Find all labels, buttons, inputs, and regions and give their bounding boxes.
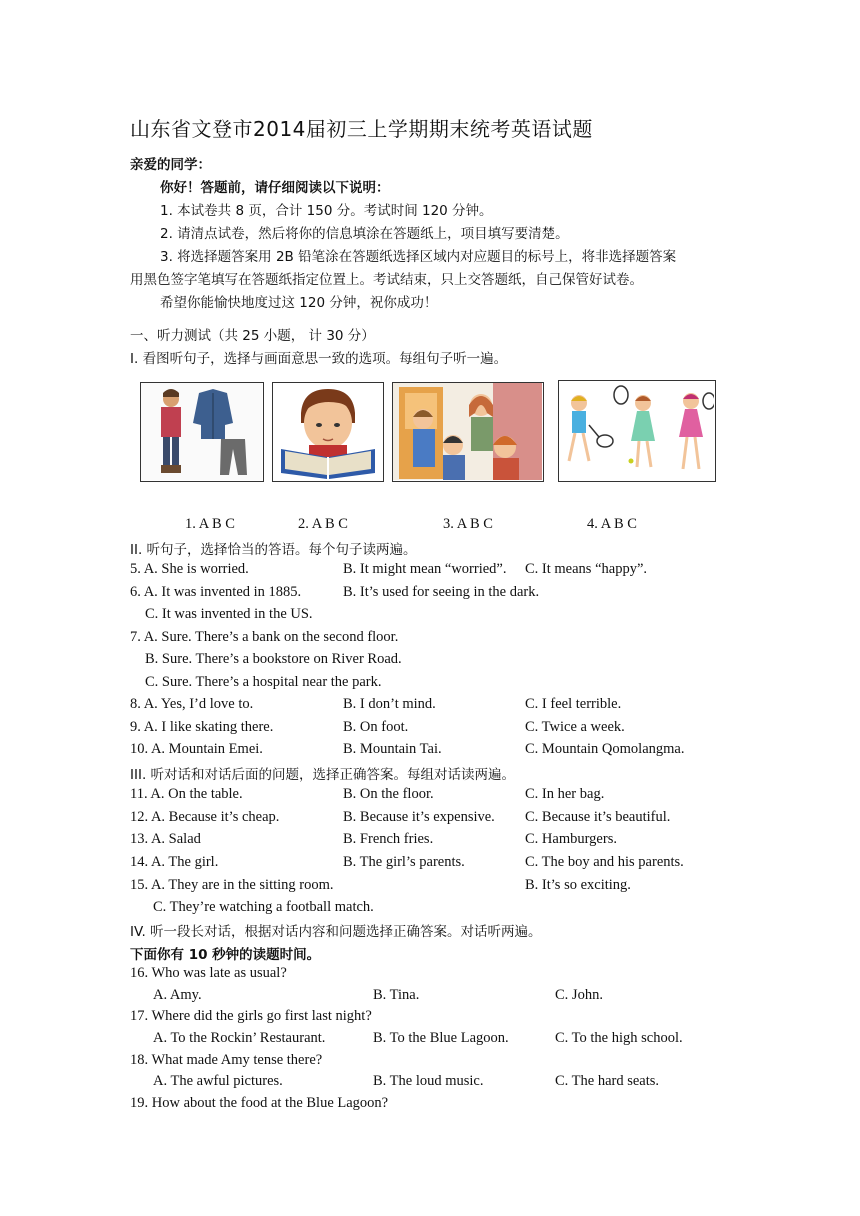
q12-option-a: 12. A. Because it’s cheap. bbox=[130, 809, 280, 825]
q8-option-c: C. I feel terrible. bbox=[525, 696, 622, 712]
note-3: 3. 将选择题答案用 2B 铅笔涂在答题纸选择区域内对应题目的标号上，将非选择题答案 bbox=[160, 249, 677, 265]
q11-option-a: 11. A. On the table. bbox=[130, 786, 243, 802]
q9-option-b: B. On foot. bbox=[343, 719, 409, 735]
q6-option-a: 6. A. It was invented in 1885. bbox=[130, 584, 302, 600]
boy-reading-book-picture bbox=[272, 382, 384, 482]
intro-line: 你好！答题前，请仔细阅读以下说明： bbox=[160, 180, 390, 196]
part-3-instruction: III. 听对话和对话后面的问题，选择正确答案。每组对话读两遍。 bbox=[130, 767, 516, 783]
q18-option-c: C. The hard seats. bbox=[555, 1073, 660, 1089]
q15-option-a: 15. A. They are in the sitting room. bbox=[130, 877, 334, 893]
q14-option-b: B. The girl’s parents. bbox=[343, 854, 465, 870]
q18-option-a: A. The awful pictures. bbox=[153, 1073, 283, 1089]
q18-question: 18. What made Amy tense there? bbox=[130, 1052, 323, 1068]
note-1: 1. 本试卷共 8 页，合计 150 分。考试时间 120 分钟。 bbox=[160, 203, 493, 219]
q11-option-b: B. On the floor. bbox=[343, 786, 434, 802]
q13-option-a: 13. A. Salad bbox=[130, 831, 201, 847]
exam-title: 山东省文登市2014届初三上学期期末统考英语试题 bbox=[130, 117, 593, 141]
q9-option-c: C. Twice a week. bbox=[525, 719, 625, 735]
q17-option-a: A. To the Rockin’ Restaurant. bbox=[153, 1030, 326, 1046]
q9-option-a: 9. A. I like skating there. bbox=[130, 719, 274, 735]
picture-4-options: 4. A B C bbox=[587, 516, 637, 532]
q17-option-b: B. To the Blue Lagoon. bbox=[373, 1030, 509, 1046]
q14-option-a: 14. A. The girl. bbox=[130, 854, 219, 870]
people-talking-picture bbox=[392, 382, 544, 482]
greeting: 亲爱的同学： bbox=[130, 157, 211, 173]
q6-option-b: B. It’s used for seeing in the dark. bbox=[343, 584, 540, 600]
q10-option-b: B. Mountain Tai. bbox=[343, 741, 442, 757]
q5-option-c: C. It means “happy”. bbox=[525, 561, 648, 577]
q14-option-c: C. The boy and his parents. bbox=[525, 854, 684, 870]
q10-option-c: C. Mountain Qomolangma. bbox=[525, 741, 685, 757]
q12-option-b: B. Because it’s expensive. bbox=[343, 809, 495, 825]
q15-option-b: B. It’s so exciting. bbox=[525, 877, 631, 893]
girls-playing-tennis-picture bbox=[558, 380, 716, 482]
note-3-continued: 用黑色签字笔填写在答题纸指定位置上。考试结束，只上交答题纸，自己保管好试卷。 bbox=[130, 272, 643, 288]
q13-option-c: C. Hamburgers. bbox=[525, 831, 617, 847]
reading-time-note: 下面你有 10 秒钟的读题时间。 bbox=[130, 947, 321, 963]
q16-question: 16. Who was late as usual? bbox=[130, 965, 287, 981]
q19-question: 19. How about the food at the Blue Lagoon? bbox=[130, 1095, 389, 1111]
part-1-instruction: I. 看图听句子，选择与画面意思一致的选项。每组句子听一遍。 bbox=[130, 351, 508, 367]
picture-1-options: 1. A B C bbox=[185, 516, 235, 532]
q16-option-b: B. Tina. bbox=[373, 987, 420, 1003]
q7-option-c: C. Sure. There’s a hospital near the park. bbox=[145, 674, 382, 690]
q10-option-a: 10. A. Mountain Emei. bbox=[130, 741, 263, 757]
q8-option-a: 8. A. Yes, I’d love to. bbox=[130, 696, 254, 712]
q17-option-c: C. To the high school. bbox=[555, 1030, 683, 1046]
q13-option-b: B. French fries. bbox=[343, 831, 434, 847]
part-2-instruction: II. 听句子，选择恰当的答语。每个句子读两遍。 bbox=[130, 542, 417, 558]
note-2: 2. 请清点试卷，然后将你的信息填涂在答题纸上，项目填写要清楚。 bbox=[160, 226, 569, 242]
q7-option-a: 7. A. Sure. There’s a bank on the second floor. bbox=[130, 629, 399, 645]
section-1-heading: 一、听力测试（共 25 小题， 计 30 分） bbox=[130, 328, 375, 344]
picture-2-options: 2. A B C bbox=[298, 516, 348, 532]
q17-question: 17. Where did the girls go first last night? bbox=[130, 1008, 372, 1024]
q5-option-a: 5. A. She is worried. bbox=[130, 561, 249, 577]
q12-option-c: C. Because it’s beautiful. bbox=[525, 809, 671, 825]
q16-option-c: C. John. bbox=[555, 987, 603, 1003]
q8-option-b: B. I don’t mind. bbox=[343, 696, 436, 712]
note-wish: 希望你能愉快地度过这 120 分钟，祝你成功！ bbox=[160, 295, 438, 311]
clothes-picture bbox=[140, 382, 264, 482]
q11-option-c: C. In her bag. bbox=[525, 786, 605, 802]
q7-option-b: B. Sure. There’s a bookstore on River Road. bbox=[145, 651, 402, 667]
q18-option-b: B. The loud music. bbox=[373, 1073, 484, 1089]
q15-option-c: C. They’re watching a football match. bbox=[153, 899, 374, 915]
part-4-instruction: IV. 听一段长对话，根据对话内容和问题选择正确答案。对话听两遍。 bbox=[130, 924, 542, 940]
picture-3-options: 3. A B C bbox=[443, 516, 493, 532]
q6-option-c: C. It was invented in the US. bbox=[145, 606, 313, 622]
q16-option-a: A. Amy. bbox=[153, 987, 202, 1003]
q5-option-b: B. It might mean “worried”. bbox=[343, 561, 507, 577]
